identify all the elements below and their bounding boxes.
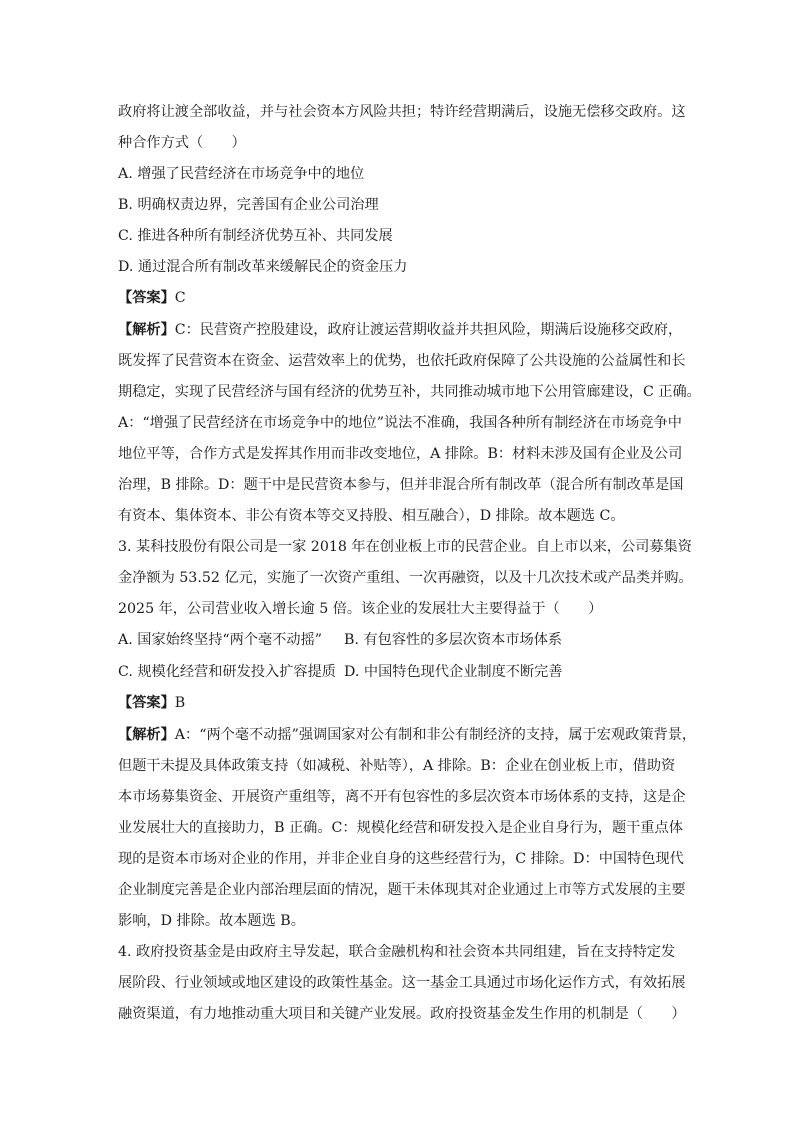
text-line: 但题干未提及具体政策支持（如减税、补贴等），A 排除。B：企业在创业板上市，借助资 (118, 758, 676, 774)
option-c: C. 推进各种所有制经济优势互补、共同发展 (118, 228, 393, 244)
options-row (118, 662, 563, 682)
text-line: 融资渠道，有力地推动重大项目和关键产业发展。政府投资基金发生作用的机制是（ ） (118, 1006, 686, 1022)
answer-tag: 【答案】 (118, 695, 175, 711)
text-line: 展阶段、行业领域或地区建设的政策性基金。这一基金工具通过市场化运作方式，有效拓展 (118, 975, 686, 991)
text-line: 影响，D 排除。故本题选 B。 (118, 913, 305, 929)
option-b: B. 明确权责边界，完善国有企业公司治理 (118, 197, 379, 213)
text-line: 业发展壮大的直接助力，B 正确。C：规模化经营和研发投入是企业自身行为，题干重点体 (118, 820, 683, 836)
text-line: 种合作方式（ ） (118, 135, 246, 151)
question-4-line: 4. 政府投资基金是由政府主导发起，联合金融机构和社会资本共同组建，旨在支持特定发 (118, 944, 676, 960)
analysis-text: C：民营资产控股建设，政府让渡运营期收益并共担风险，期满后设施移交政府， (174, 322, 683, 338)
text-line: 金净额为 53.52 亿元，实施了一次资产重组、一次再融资，以及十几次技术或产品类并购。 (118, 570, 693, 586)
option-d: D. 中国特色现代企业制度不断完善 (344, 664, 563, 680)
option-a: A. 国家始终坚持“两个毫不动摇” (118, 632, 323, 648)
analysis-text: A：“两个毫不动摇”强调国家对公有制和非公有制经济的支持，属于宏观政策背景， (174, 727, 697, 743)
answer-value: C (174, 290, 186, 306)
analysis-tag: 【解析】 (118, 727, 175, 743)
option-b: B. 有包容性的多层次资本市场体系 (344, 632, 563, 648)
answer-value: B (174, 695, 186, 711)
analysis-line (118, 320, 682, 340)
option-c: C. 规模化经营和研发投入扩容提质 (118, 664, 336, 680)
text-line: 政府将让渡全部收益，并与社会资本方风险共担；特许经营期满后，设施无偿移交政府。这 (118, 104, 686, 120)
options-row (118, 630, 562, 650)
analysis-line (118, 725, 696, 745)
text-line: 现的是资本市场对企业的作用，并非企业自身的这些经营行为，C 排除。D：中国特色现代 (118, 851, 684, 867)
answer-line (118, 288, 186, 308)
answer-tag: 【答案】 (118, 290, 175, 306)
option-a: A. 增强了民营经济在市场竞争中的地位 (118, 166, 365, 182)
text-line: 2025 年，公司营业收入增长逾 5 倍。该企业的发展壮大主要得益于（ ） (118, 601, 603, 617)
answer-line (118, 693, 185, 713)
analysis-tag: 【解析】 (118, 322, 175, 338)
text-line: 地位平等，合作方式是发挥其作用而非改变地位，A 排除。B：材料未涉及国有企业及公司 (118, 446, 683, 462)
text-line: 治理，B 排除。D：题干中是民营资本参与，但并非混合所有制改革（混合所有制改革是国 (118, 477, 684, 493)
text-line: 期稳定，实现了民营经济与国有经济的优势互补，共同推动城市地下公用管廊建设，C 正确。 (118, 384, 701, 400)
text-line: A：“增强了民营经济在市场竞争中的地位”说法不准确，我国各种所有制经济在市场竞争中 (118, 415, 682, 431)
option-d: D. 通过混合所有制改革来缓解民企的资金压力 (118, 259, 408, 275)
question-3-line: 3. 某科技股份有限公司是一家 2018 年在创业板上市的民营企业。自上市以来，公司募集资 (118, 539, 692, 555)
text-line: 有资本、集体资本、非公有资本等交叉持股、相互融合），D 排除。故本题选 C。 (118, 508, 625, 524)
text-line: 企业制度完善是企业内部治理层面的情况，题干未体现其对企业通过上市等方式发展的主要 (118, 882, 686, 898)
text-line: 既发挥了民营资本在资金、运营效率上的优势，也依托政府保障了公共设施的公益属性和长 (118, 353, 686, 369)
text-line: 本市场募集资金、开展资产重组等，离不开有包容性的多层次资本市场体系的支持，这是企 (118, 789, 686, 805)
